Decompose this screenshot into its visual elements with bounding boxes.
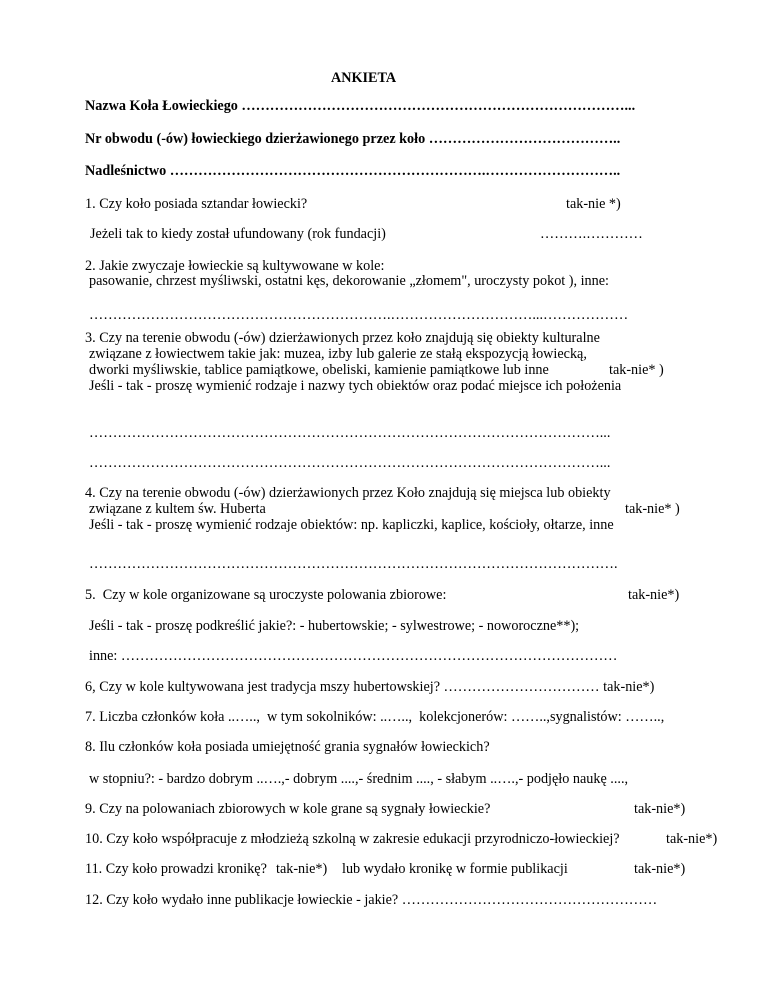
q10-answer: tak-nie*)	[666, 831, 718, 847]
q4-line2: związane z kultem św. Huberta	[89, 501, 266, 517]
q5-sub: Jeśli - tak - proszę podkreślić jakie?: - hubertowskie; - sylwestrowe; - noworoczne**);	[89, 618, 580, 634]
q3-blank2: ………………………………………………………………………………………………...	[89, 455, 611, 471]
q3-line4: Jeśli - tak - proszę wymienić rodzaje i nazwy tych obiektów oraz podać miejsce ich położenia	[89, 378, 622, 394]
q11-answer2: tak-nie*)	[634, 861, 686, 877]
q4-line1: 4. Czy na terenie obwodu (-ów) dzierżawionych przez Koło znajdują się miejsca lub obiekty	[85, 485, 611, 501]
q1-question: 1. Czy koło posiada sztandar łowiecki?	[85, 196, 308, 212]
q11-middle: lub wydało kronikę w formie publikacji	[342, 861, 568, 877]
q5-inne: inne: ……………………………………………………………………………………………	[89, 648, 618, 664]
q8-question: 8. Ilu członków koła posiada umiejętność grania sygnałów łowieckich?	[85, 739, 490, 755]
q4-line3: Jeśli - tak - proszę wymienić rodzaje obiektów: np. kapliczki, kaplice, kościoły, ołtarze, inne	[89, 517, 614, 533]
q1-sub-blank: ……….…………	[540, 226, 643, 242]
field-forest-district: Nadleśnictwo ………………………………………………………….………………………..	[85, 163, 621, 179]
q2-blank: ……………………………………………………….…………………………...………………	[89, 307, 629, 323]
q6: 6, Czy w kole kultywowana jest tradycja mszy hubertowskiej? …………………………… tak-nie*)	[85, 679, 655, 695]
q1-sub: Jeżeli tak to kiedy został ufundowany (rok fundacji)	[90, 226, 386, 242]
q12: 12. Czy koło wydało inne publikacje łowieckie - jakie? ………………………………………………	[85, 892, 658, 908]
q5-question: 5. Czy w kole organizowane są uroczyste polowania zbiorowe:	[85, 587, 447, 603]
q9-question: 9. Czy na polowaniach zbiorowych w kole grane są sygnały łowieckie?	[85, 801, 491, 817]
q3-answer: tak-nie* )	[609, 362, 664, 378]
q3-line2: związane z łowiectwem takie jak: muzea, izby lub galerie ze stałą ekspozycją łowiecką,	[89, 346, 587, 362]
q4-blank: ………………………………………………………………………………………………….	[89, 556, 618, 572]
q1-answer: tak-nie *)	[566, 196, 621, 212]
q8-sub: w stopniu?: - bardzo dobrym ..….,- dobrym ....,- średnim ...., - słabym ..….,- podjęło naukę ....,	[89, 771, 629, 787]
q4-answer: tak-nie* )	[625, 501, 680, 517]
q11-question: 11. Czy koło prowadzi kronikę?	[85, 861, 267, 877]
q11-answer1: tak-nie*)	[276, 861, 328, 877]
field-district-number: Nr obwodu (-ów) łowieckiego dzierżawionego przez koło …………………………………..	[85, 131, 621, 147]
q5-answer: tak-nie*)	[628, 587, 680, 603]
q3-blank1: ………………………………………………………………………………………………...	[89, 425, 611, 441]
q9-answer: tak-nie*)	[634, 801, 686, 817]
q3-line3: dworki myśliwskie, tablice pamiątkowe, obeliski, kamienie pamiątkowe lub inne	[89, 362, 549, 378]
q2-line2: pasowanie, chrzest myśliwski, ostatni kęs, dekorowanie „złomem", uroczysty pokot ), inne:	[89, 273, 609, 289]
q10-question: 10. Czy koło współpracuje z młodzieżą szkolną w zakresie edukacji przyrodniczo-łowieckiej?	[85, 831, 620, 847]
q2-line1: 2. Jakie zwyczaje łowieckie są kultywowane w kole:	[85, 258, 385, 274]
q7: 7. Liczba członków koła ..….., w tym sokolników: ..….., kolekcjonerów: ……..,sygnalistów: ……..,	[85, 709, 665, 725]
field-club-name: Nazwa Koła Łowieckiego ………………………………………………………………………...	[85, 98, 636, 114]
page-title: ANKIETA	[331, 70, 397, 86]
q3-line1: 3. Czy na terenie obwodu (-ów) dzierżawionych przez koło znajdują się obiekty kulturalne	[85, 330, 600, 346]
